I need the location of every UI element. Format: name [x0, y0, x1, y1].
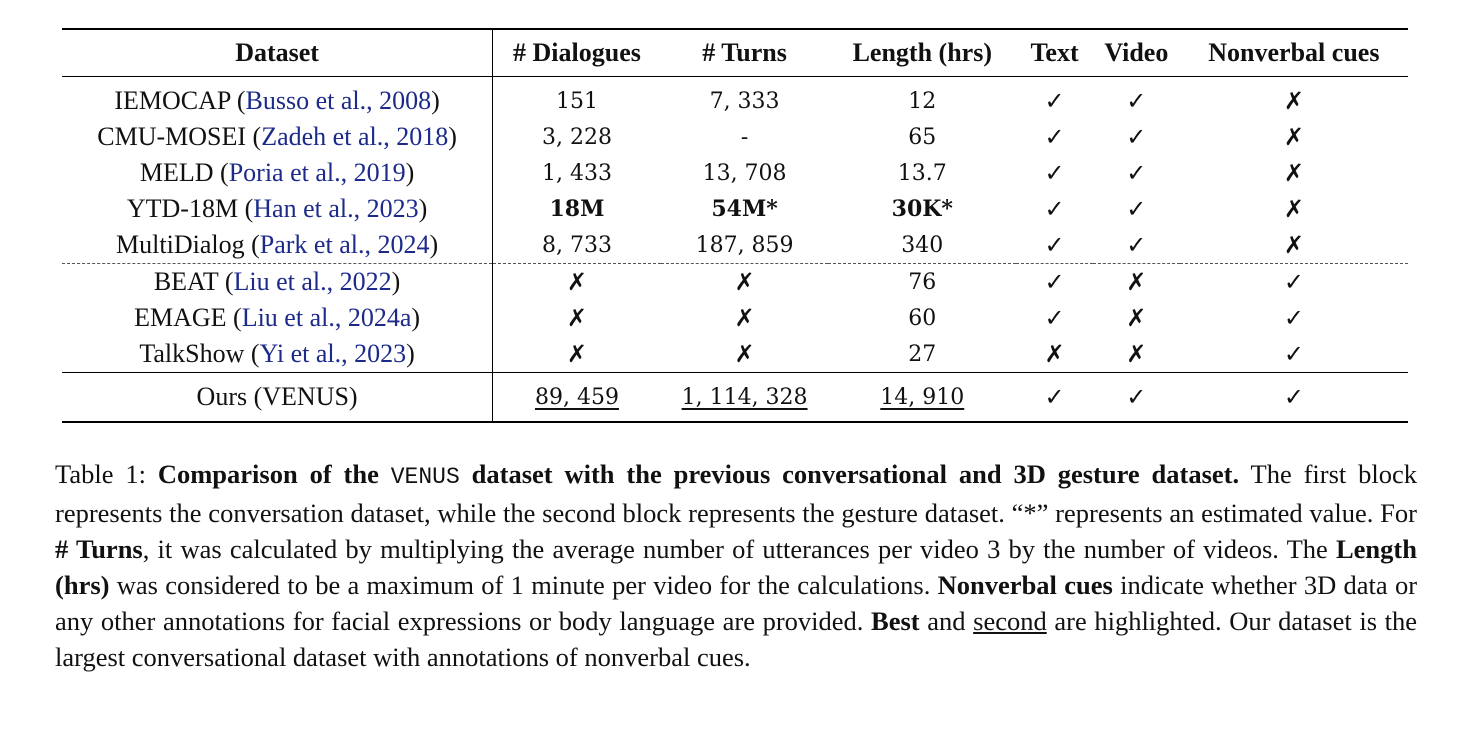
table-row: [62, 300, 1408, 336]
table-row: [62, 191, 1408, 227]
text-check: ✓: [1044, 195, 1065, 223]
nonverbal-check: ✓: [1180, 373, 1408, 423]
dataset-cell: BEAT (Liu et al., 2022): [62, 264, 493, 301]
table-row: [62, 227, 1408, 264]
caption-text: are highlighted. Our dataset is the largest conversational dataset with annotations of nonverbal cues.: [55, 606, 1418, 672]
caption-text: indicate whether 3D data or any other annotations for facial expressions or body language are provided.: [55, 570, 1418, 636]
dataset-cell: MELD (Poria et al., 2019): [62, 155, 493, 191]
text-check: ✓: [1044, 304, 1065, 332]
caption-bold-nonverbal: Nonverbal cues: [937, 570, 1113, 600]
text-check: ✓: [1044, 87, 1065, 115]
caption-bold-length: Length (hrs): [55, 534, 1417, 600]
nonverbal-check: ✗: [1283, 87, 1304, 115]
nonverbal-check: ✗: [1283, 195, 1304, 223]
table-caption: [55, 456, 1417, 675]
turns-cell: 187, 859: [695, 232, 794, 258]
nonverbal-check: ✓: [1283, 304, 1304, 332]
header-dialogues: # Dialogues: [513, 38, 641, 67]
citation-link[interactable]: Busso et al., 2008: [245, 86, 432, 115]
nonverbal-check: ✓: [1283, 340, 1304, 368]
dataset-cell: IEMOCAP (Busso et al., 2008): [62, 77, 493, 120]
table-row: [62, 77, 1408, 120]
text-check: ✓: [1044, 123, 1065, 151]
dialogues-cell: 1, 433: [541, 160, 612, 186]
dialogues-cell-best: 18M: [549, 196, 605, 222]
text-check: ✓: [1016, 264, 1093, 301]
video-check: ✗: [1126, 304, 1147, 332]
table-row-ours: [62, 373, 1408, 423]
citation-link[interactable]: Liu et al., 2022: [233, 267, 392, 296]
citation-link[interactable]: Poria et al., 2019: [228, 158, 406, 187]
text-check: ✗: [1044, 340, 1065, 368]
length-cell: 65: [908, 124, 937, 150]
citation-link[interactable]: Zadeh et al., 2018: [261, 122, 449, 151]
venus-name: VENUS: [390, 464, 460, 490]
dataset-cell: MultiDialog (Park et al., 2024): [62, 227, 493, 264]
dataset-cell-ours: Ours (VENUS): [62, 373, 493, 423]
nonverbal-check: ✗: [1283, 231, 1304, 259]
length-cell: 27: [908, 341, 937, 367]
dialogues-cell: ✗: [493, 264, 661, 301]
dataset-cell: EMAGE (Liu et al., 2024a): [62, 300, 493, 336]
dialogues-cell-second: 89, 459: [493, 373, 661, 423]
video-check: ✓: [1093, 373, 1180, 423]
header-turns: # Turns: [702, 38, 787, 67]
dialogues-cell: 151: [555, 88, 598, 114]
turns-cell-second: 1, 114, 328: [661, 373, 829, 423]
nonverbal-check: ✗: [1283, 123, 1304, 151]
citation-link[interactable]: Liu et al., 2024a: [241, 303, 412, 332]
length-cell: 60: [908, 305, 937, 331]
length-cell: 12: [908, 88, 937, 114]
caption-underline-second: second: [973, 606, 1047, 636]
comparison-table: [62, 28, 1408, 423]
turns-cell: -: [740, 124, 749, 150]
length-cell-best: 30K*: [891, 196, 953, 222]
table-header-row: [62, 29, 1408, 77]
table-row: [62, 155, 1408, 191]
text-check: ✓: [1044, 159, 1065, 187]
header-nonverbal: Nonverbal cues: [1208, 38, 1380, 67]
caption-bold-best: Best: [871, 606, 920, 636]
caption-bold-turns: # Turns: [55, 534, 143, 564]
video-check: ✗: [1126, 340, 1147, 368]
turns-cell: 13, 708: [702, 160, 787, 186]
turns-cell-best: 54M*: [711, 196, 778, 222]
dialogues-cell: ✗: [566, 340, 588, 368]
dialogues-cell: 3, 228: [541, 124, 612, 150]
table-row: [62, 336, 1408, 373]
header-text: Text: [1030, 38, 1079, 67]
dialogues-cell: ✗: [566, 304, 588, 332]
text-check: ✓: [1016, 373, 1093, 423]
dataset-cell: CMU-MOSEI (Zadeh et al., 2018): [62, 119, 493, 155]
citation-link[interactable]: Han et al., 2023: [253, 194, 419, 223]
video-check: ✗: [1093, 264, 1180, 301]
header-dataset: Dataset: [62, 29, 493, 77]
nonverbal-check: ✓: [1180, 264, 1408, 301]
turns-cell: ✗: [661, 264, 829, 301]
length-cell: 76: [828, 264, 1016, 301]
video-check: ✓: [1126, 195, 1147, 223]
caption-text: The first block represents the conversation dataset, while the second block represents the gesture dataset. “*” represents an estimated value. For: [55, 459, 1418, 528]
header-video: Video: [1104, 38, 1169, 67]
dataset-cell: YTD-18M (Han et al., 2023): [62, 191, 493, 227]
caption-text: , it was calculated by multiplying the average number of utterances per video 3 by the number of videos. The: [142, 534, 1328, 564]
video-check: ✓: [1126, 159, 1147, 187]
length-cell: 340: [901, 232, 944, 258]
text-check: ✓: [1044, 231, 1065, 259]
length-cell: 13.7: [897, 160, 947, 186]
caption-title: Comparison of the VENUS dataset with the previous conversational and 3D gesture dataset.: [157, 459, 1240, 490]
dataset-cell: TalkShow (Yi et al., 2023): [62, 336, 493, 373]
dialogues-cell: 8, 733: [541, 232, 612, 258]
table-row: [62, 264, 1408, 301]
caption-text: was considered to be a maximum of 1 minute per video for the calculations.: [116, 570, 931, 600]
video-check: ✓: [1126, 87, 1147, 115]
citation-link[interactable]: Yi et al., 2023: [259, 339, 407, 368]
caption-label: Table 1:: [55, 459, 146, 489]
caption-text: and: [927, 606, 966, 636]
citation-link[interactable]: Park et al., 2024: [259, 230, 430, 259]
table-row: [62, 119, 1408, 155]
nonverbal-check: ✗: [1283, 159, 1304, 187]
turns-cell: ✗: [734, 304, 755, 332]
length-cell-second: 14, 910: [828, 373, 1016, 423]
video-check: ✓: [1126, 123, 1147, 151]
video-check: ✓: [1126, 231, 1147, 259]
header-length: Length (hrs): [852, 38, 992, 67]
turns-cell: 7, 333: [709, 88, 780, 114]
turns-cell: ✗: [734, 340, 755, 368]
